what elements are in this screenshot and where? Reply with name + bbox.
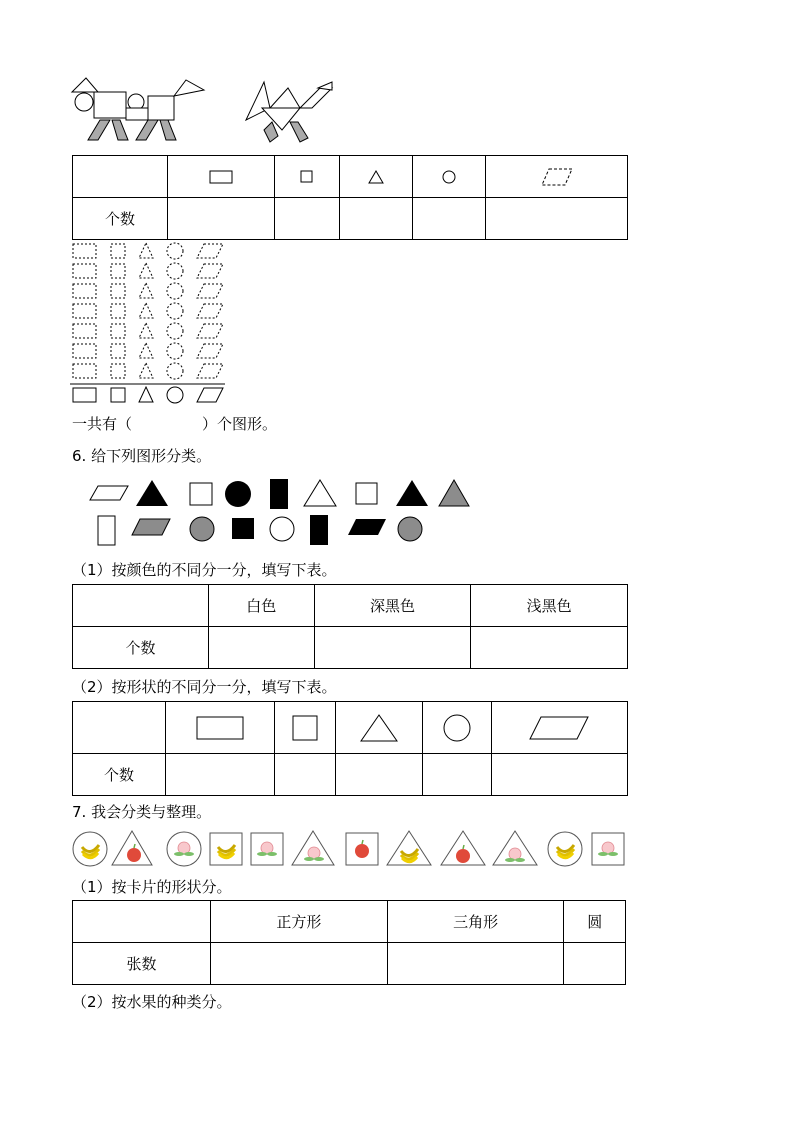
dashed-square: [111, 244, 125, 258]
rectangle-icon: [209, 170, 233, 184]
q6-part2-instruction: （2）按形状的不同分一分，填写下表。: [72, 678, 337, 696]
circle-header-cell: [422, 702, 491, 754]
q5-count-table: [72, 155, 628, 240]
row-label: 个数: [73, 754, 166, 796]
triangle-header-cell: [335, 702, 422, 754]
header-empty-cell: [73, 702, 166, 754]
answer-cell[interactable]: [486, 198, 628, 240]
answer-cell[interactable]: [339, 198, 412, 240]
dashed-rectangle: [73, 304, 96, 318]
answer-cell[interactable]: [211, 943, 388, 985]
color-count-table: [72, 584, 628, 669]
rectangle-header-cell: [168, 156, 275, 198]
square-header-cell: [275, 702, 335, 754]
rectangle-header-cell: [166, 702, 275, 754]
answer-cell[interactable]: [422, 754, 491, 796]
color-header-dark: 深黑色: [314, 585, 471, 627]
dashed-square: [111, 284, 125, 298]
rectangle-icon: [196, 716, 244, 740]
dashed-square: [111, 364, 125, 378]
dashed-rectangle: [73, 244, 96, 258]
total-count-question: 一共有（ ）个图形。: [72, 415, 278, 433]
row-label: 个数: [73, 198, 168, 240]
answer-cell[interactable]: [387, 943, 564, 985]
answer-cell[interactable]: [166, 754, 275, 796]
circle-icon: [442, 713, 472, 743]
dashed-circle: [167, 263, 183, 279]
dashed-triangle: [139, 323, 153, 338]
dashed-circle: [167, 243, 183, 259]
color-header-light: 浅黑色: [471, 585, 628, 627]
answer-cell[interactable]: [168, 198, 275, 240]
dashed-circle: [167, 363, 183, 379]
fruit-cards-figure: [72, 829, 628, 869]
square-icon: [300, 170, 314, 184]
dashed-triangle: [139, 343, 153, 358]
dashed-square: [111, 324, 125, 338]
dashed-square: [111, 264, 125, 278]
dashed-rectangle: [73, 284, 96, 298]
dashed-parallelogram: [197, 324, 223, 338]
q6-part1-instruction: （1）按颜色的不同分一分，填写下表。: [72, 561, 337, 579]
dashed-triangle: [139, 283, 153, 298]
dashed-parallelogram: [197, 364, 223, 378]
parallelogram-header-cell: [486, 156, 628, 198]
answer-cell[interactable]: [275, 754, 335, 796]
header-empty-cell: [73, 901, 211, 943]
q7-part2-instruction: （2）按水果的种类分。: [72, 993, 232, 1011]
dashed-triangle: [139, 363, 153, 378]
answer-cell[interactable]: [564, 943, 626, 985]
dashed-circle: [167, 283, 183, 299]
shape-header-circle: 圆: [564, 901, 626, 943]
parallelogram-icon: [541, 168, 573, 186]
q6-shapes-figure: [86, 476, 486, 548]
answer-cell[interactable]: [335, 754, 422, 796]
answer-cell[interactable]: [413, 198, 486, 240]
card-shape-table: [72, 900, 626, 985]
answer-cell[interactable]: [314, 627, 471, 669]
dashed-parallelogram: [197, 344, 223, 358]
square-header-cell: [275, 156, 339, 198]
shape-header-triangle: 三角形: [387, 901, 564, 943]
q7-title: 7. 我会分类与整理。: [72, 803, 212, 821]
answer-cell[interactable]: [209, 627, 315, 669]
dashed-triangle: [139, 263, 153, 278]
dashed-rectangle: [73, 364, 96, 378]
triangle-header-cell: [339, 156, 412, 198]
triangle-icon: [368, 170, 384, 184]
color-header-white: 白色: [209, 585, 315, 627]
header-empty-cell: [73, 156, 168, 198]
shape-count-graph: [70, 240, 230, 406]
dashed-parallelogram: [197, 284, 223, 298]
dashed-square: [111, 304, 125, 318]
dashed-rectangle: [73, 324, 96, 338]
dashed-circle: [167, 303, 183, 319]
circle-header-cell: [413, 156, 486, 198]
dashed-triangle: [139, 243, 153, 258]
tangram-dog-figure: [240, 78, 340, 146]
dashed-square: [111, 344, 125, 358]
dashed-parallelogram: [197, 244, 223, 258]
answer-cell[interactable]: [491, 754, 627, 796]
dashed-circle: [167, 343, 183, 359]
q6-title: 6. 给下列图形分类。: [72, 447, 212, 465]
parallelogram-icon: [529, 716, 589, 740]
square-icon: [292, 715, 318, 741]
shape-count-table: [72, 701, 628, 796]
row-label: 张数: [73, 943, 211, 985]
parallelogram-header-cell: [491, 702, 627, 754]
circle-icon: [441, 169, 457, 185]
dashed-parallelogram: [197, 304, 223, 318]
tangram-horse-figure: [70, 76, 210, 148]
answer-cell[interactable]: [471, 627, 628, 669]
dashed-rectangle: [73, 264, 96, 278]
triangle-icon: [360, 714, 398, 742]
q7-part1-instruction: （1）按卡片的形状分。: [72, 878, 232, 896]
header-empty-cell: [73, 585, 209, 627]
dashed-parallelogram: [197, 264, 223, 278]
dashed-rectangle: [73, 344, 96, 358]
shape-header-square: 正方形: [211, 901, 388, 943]
row-label: 个数: [73, 627, 209, 669]
answer-cell[interactable]: [275, 198, 339, 240]
dashed-circle: [167, 323, 183, 339]
dashed-triangle: [139, 303, 153, 318]
